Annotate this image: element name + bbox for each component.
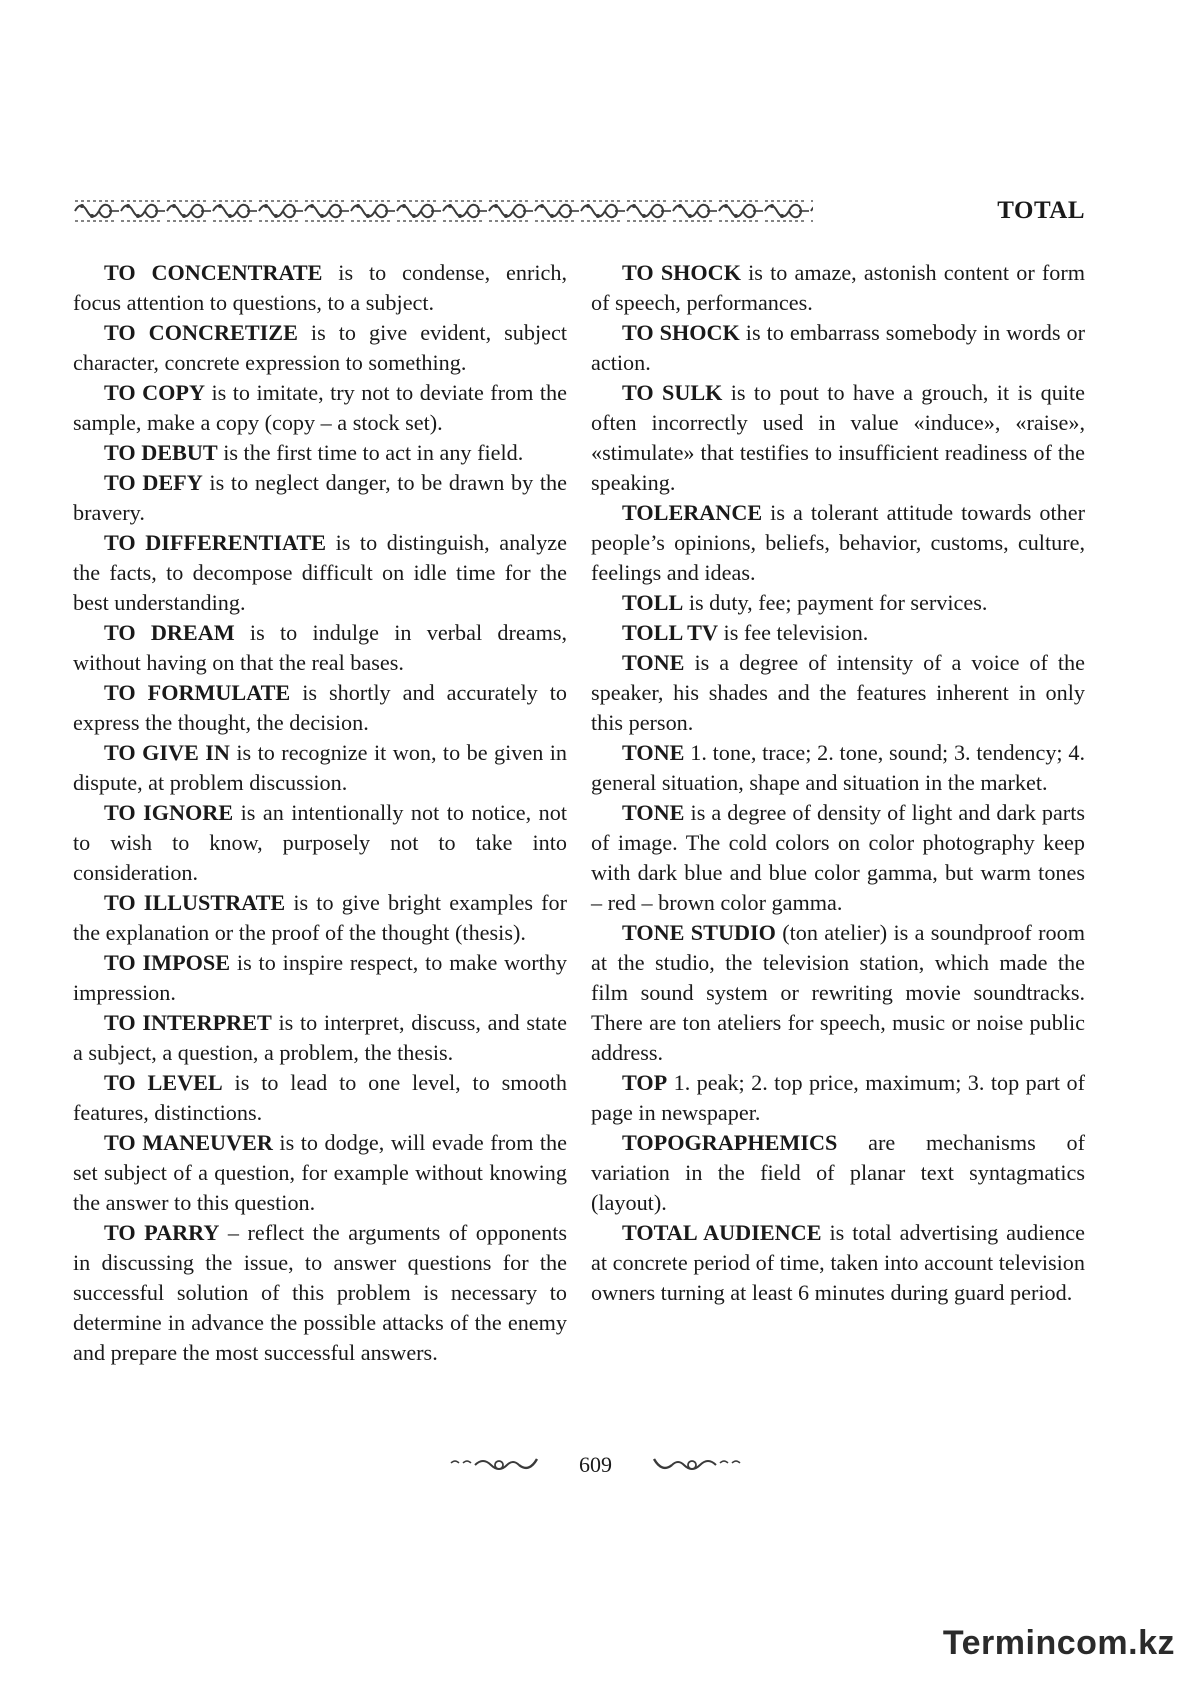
glossary-entry <box>73 798 567 888</box>
entry-term: TOLL TV <box>622 620 718 645</box>
glossary-entry <box>73 888 567 948</box>
entry-definition: is to give bright examples for the explanation or the proof of the thought (thesis). <box>73 890 568 945</box>
entry-term: TONE <box>622 740 685 765</box>
entry-term: TONE <box>622 800 685 825</box>
glossary-entry <box>591 1128 1085 1218</box>
entry-definition: 1. tone, trace; 2. tone, sound; 3. tendency; 4. general situation, shape and situation in the market. <box>591 740 1085 795</box>
entry-term: TO CONCENTRATE <box>104 260 323 285</box>
glossary-entry <box>591 258 1085 318</box>
entry-term: TO CONCRETIZE <box>104 320 298 345</box>
kazakh-ornament-icon <box>73 196 813 226</box>
glossary-entry <box>73 378 567 438</box>
glossary-entry <box>591 1068 1085 1128</box>
glossary-body <box>73 258 1085 1368</box>
entry-definition: is a degree of density of light and dark parts of image. The cold colors on color photography keep with dark blue and blue color gamma, but warm tones – red – brown color gamma. <box>591 800 1085 915</box>
entry-term: TO SHOCK <box>622 320 740 345</box>
flourish-left-icon <box>449 1455 539 1475</box>
entry-definition: is to indulge in verbal dreams, without having on that the real bases. <box>73 620 568 675</box>
entry-definition: is to distinguish, analyze the facts, to decompose difficult on idle time for the best understanding. <box>73 530 567 615</box>
glossary-entry <box>73 948 567 1008</box>
glossary-entry <box>591 738 1085 798</box>
entry-definition: are mechanisms of variation in the field of planar text syntagmatics (layout). <box>591 1130 1085 1215</box>
entry-definition: is total advertising audience at concrete period of time, taken into account television owners turning at least 6 minutes during guard period. <box>591 1220 1085 1305</box>
entry-definition: is duty, fee; payment for services. <box>683 590 988 615</box>
glossary-entry <box>73 528 567 618</box>
glossary-entry <box>73 738 567 798</box>
entry-definition: (ton atelier) is a soundproof room at the studio, the television station, which made the film sound system or rewriting movie soundtracks. There are ton ateliers for speech, music or noise public address. <box>591 920 1085 1065</box>
glossary-entry <box>73 438 567 468</box>
entry-term: TOLL <box>622 590 684 615</box>
glossary-entry <box>73 468 567 528</box>
entry-term: TOLERANCE <box>622 500 763 525</box>
entry-term: TOPOGRAPHEMICS <box>622 1130 838 1155</box>
glossary-entry <box>73 258 567 318</box>
entry-term: TO PARRY <box>104 1220 220 1245</box>
entry-definition: is to recognize it won, to be given in dispute, at problem discussion. <box>73 740 568 795</box>
entry-term: TONE <box>622 650 685 675</box>
entry-term: TO IGNORE <box>104 800 234 825</box>
entry-term: TO DIFFERENTIATE <box>104 530 327 555</box>
glossary-entry <box>591 498 1085 588</box>
entry-definition: 1. peak; 2. top price, maximum; 3. top part of page in newspaper. <box>591 1070 1085 1125</box>
entry-term: TO FORMULATE <box>104 680 291 705</box>
glossary-entry <box>591 918 1085 1068</box>
entry-term: TO IMPOSE <box>104 950 231 975</box>
entry-definition: is fee television. <box>718 620 869 645</box>
entry-term: TO MANEUVER <box>104 1130 273 1155</box>
running-head: TOTAL <box>997 197 1085 224</box>
glossary-entry <box>73 618 567 678</box>
page-footer <box>0 1450 1191 1480</box>
glossary-entry <box>591 648 1085 738</box>
glossary-entry <box>73 1008 567 1068</box>
entry-definition: is to imitate, try not to deviate from the sample, make a copy (copy – a stock set). <box>73 380 567 435</box>
entry-term: TO SHOCK <box>622 260 741 285</box>
entry-definition: is a degree of intensity of a voice of the speaker, his shades and the features inherent in only this person. <box>591 650 1085 735</box>
glossary-entry <box>73 1068 567 1128</box>
page-number: 609 <box>579 1452 612 1477</box>
glossary-entry <box>73 1128 567 1218</box>
entry-definition: is the first time to act in any field. <box>217 440 524 465</box>
entry-definition: is to give evident, subject character, concrete expression to something. <box>73 320 567 375</box>
glossary-entry <box>591 798 1085 918</box>
entry-definition: is an intentionally not to notice, not to wish to know, purposely not to take into consideration. <box>73 800 567 885</box>
glossary-entry <box>591 378 1085 498</box>
entry-definition: is to lead to one level, to smooth features, distinctions. <box>73 1070 567 1125</box>
glossary-entry <box>73 678 567 738</box>
entry-term: TO DEBUT <box>104 440 218 465</box>
entry-definition: is to neglect danger, to be drawn by the bravery. <box>73 470 567 525</box>
watermark-text: Termincom.kz <box>942 1623 1175 1662</box>
entry-definition: is shortly and accurately to express the thought, the decision. <box>73 680 567 735</box>
entry-term: TOP <box>622 1070 668 1095</box>
termincom-logo <box>943 1620 1175 1666</box>
entry-term: TO DEFY <box>104 470 203 495</box>
entry-term: TO GIVE IN <box>104 740 230 765</box>
entry-definition: is to inspire respect, to make worthy impression. <box>73 950 568 1005</box>
entry-definition: is to pout to have a grouch, it is quite often incorrectly used in value «induce», «raise», «stimulate» that testifies to insufficient readiness of the speaking. <box>591 380 1085 495</box>
entry-term: TO DREAM <box>104 620 235 645</box>
entry-term: TONE STUDIO <box>622 920 776 945</box>
glossary-entry <box>591 318 1085 378</box>
glossary-entry <box>73 318 567 378</box>
entry-definition: is to amaze, astonish content or form of speech, performances. <box>591 260 1086 315</box>
entry-definition: is to interpret, discuss, and state a subject, a question, a problem, the thesis. <box>73 1010 567 1065</box>
glossary-entry <box>591 618 1085 648</box>
right-column <box>591 258 1085 1368</box>
entry-definition: – reflect the arguments of opponents in discussing the issue, to answer questions for the successful solution of this problem is necessary to determine in advance the possible attacks of the enemy and prepare the most successful answers. <box>73 1220 567 1365</box>
glossary-entry <box>591 1218 1085 1308</box>
entry-term: TO COPY <box>104 380 205 405</box>
page-header <box>73 196 1085 226</box>
entry-term: TO INTERPRET <box>104 1010 272 1035</box>
entry-definition: is to dodge, will evade from the set subject of a question, for example without knowing the answer to this question. <box>73 1130 567 1215</box>
entry-term: TOTAL AUDIENCE <box>622 1220 822 1245</box>
flourish-right-icon <box>652 1455 742 1475</box>
entry-definition: is a tolerant attitude towards other people’s opinions, beliefs, behavior, customs, culture, feelings and ideas. <box>591 500 1085 585</box>
entry-term: TO SULK <box>622 380 723 405</box>
glossary-entry <box>73 1218 567 1368</box>
glossary-entry <box>591 588 1085 618</box>
entry-definition: is to condense, enrich, focus attention to questions, to a subject. <box>73 260 567 315</box>
left-column <box>73 258 567 1368</box>
entry-definition: is to embarrass somebody in words or action. <box>591 320 1085 375</box>
entry-term: TO LEVEL <box>104 1070 223 1095</box>
entry-term: TO ILLUSTRATE <box>104 890 286 915</box>
